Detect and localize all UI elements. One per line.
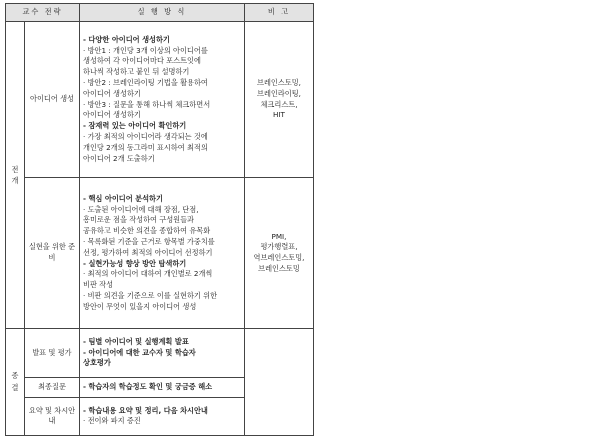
method-plan	[80, 178, 245, 329]
method-line: 상호평가	[83, 358, 111, 368]
method-line: - 아이디어에 대한 교수자 및 학습자	[83, 347, 196, 357]
method-line: - 학습자의 학습정도 확인 및 궁금증 해소	[83, 381, 213, 391]
method-line: - 팀별 아이디어 및 실행계획 발표	[83, 336, 189, 346]
method-line: · 최적의 아이디어 대하여 개인별로 2개씩	[83, 269, 213, 279]
note-plan	[245, 178, 314, 329]
method-line: - 학습내용 요약 및 정리, 다음 차시안내	[83, 405, 208, 415]
note-line: 브레인라이팅,	[257, 88, 301, 98]
method-line: · 가장 최적의 아이디어라 생각되는 것에	[83, 132, 208, 142]
strategy-qa: 최종질문	[25, 377, 80, 397]
method-summary	[80, 397, 245, 435]
note-line: PMI,	[271, 231, 287, 241]
method-line: 아이디어 2개 도출하기	[83, 153, 155, 163]
strategy-summary: 요약 및 차시안내	[25, 397, 80, 435]
method-line: · 전이와 파지 증진	[83, 416, 141, 426]
method-line: - 핵심 아이디어 분석하기	[83, 193, 163, 203]
method-line: · 도출된 아이디어에 대해 장점, 단점,	[83, 204, 199, 214]
method-qa	[80, 377, 245, 397]
method-line: · 방안1 : 개인당 3개 이상의 아이디어를	[83, 45, 208, 55]
method-line: 하나씩 작성하고 붙인 뒤 설명하기	[83, 67, 190, 77]
strategy-plan: 실현을 위한 준비	[25, 178, 80, 329]
note-line: 평가행렬표,	[260, 242, 298, 252]
method-line: 공유하고 비슷한 의견을 종합하여 유목화	[83, 226, 211, 236]
method-line: 방안이 무엇이 있을지 아이디어 생성	[83, 301, 197, 311]
method-line: - 잠재력 있는 아이디어 확인하기	[83, 121, 187, 131]
method-line: · 목록화된 기준을 근거로 항목별 가중치를	[83, 237, 215, 247]
method-line: 비판 작성	[83, 280, 114, 290]
header-method: 실 행 방 식	[80, 4, 245, 22]
method-line: 아이디어 생성하기	[83, 88, 141, 98]
method-line: · 방안2 : 브레인라이팅 기법을 활용하여	[83, 78, 208, 88]
method-line: 선정, 평가하여 최적의 아이디어 선정하기	[83, 247, 213, 257]
method-line: · 비판 의견을 기준으로 이를 실현하기 위한	[83, 291, 218, 301]
method-line: 아이디어 생성하기	[83, 110, 141, 120]
method-line: 흥미로운 점을 작성하여 구성원들과	[83, 215, 195, 225]
row-idea-generation	[6, 22, 314, 178]
note-line: 브레인스토밍	[258, 264, 300, 274]
note-idea	[245, 22, 314, 178]
row-implementation-prep	[6, 178, 314, 329]
header-row	[6, 4, 314, 22]
note-line: 브레인스토밍,	[257, 78, 301, 88]
row-presentation	[6, 329, 314, 377]
method-present	[80, 329, 245, 377]
method-idea	[80, 22, 245, 178]
strategy-idea: 아이디어 생성	[25, 22, 80, 178]
method-line: - 실현가능성 향상 방안 탐색하기	[83, 258, 187, 268]
method-line: 생성하여 각 아이디어마다 포스트잇에	[83, 56, 201, 66]
note-line: 체크리스트,	[260, 99, 298, 109]
header-note: 비 고	[245, 4, 314, 22]
note-line: 역브레인스토밍,	[253, 253, 305, 263]
method-line: 개인당 2개의 동그라미 표시하여 최적의	[83, 142, 208, 152]
lesson-plan-table	[5, 3, 314, 436]
header-strategy: 교수 전략	[6, 4, 80, 22]
note-close	[245, 329, 314, 436]
phase-develop: 전개	[6, 22, 25, 329]
method-line: - 다양한 아이디어 생성하기	[83, 34, 170, 44]
note-line: HIT	[273, 110, 285, 120]
strategy-present: 발표 및 평가	[25, 329, 80, 377]
method-line: · 방안3 : 질문을 통해 하나씩 체크하면서	[83, 99, 211, 109]
phase-close: 종결	[6, 329, 25, 436]
